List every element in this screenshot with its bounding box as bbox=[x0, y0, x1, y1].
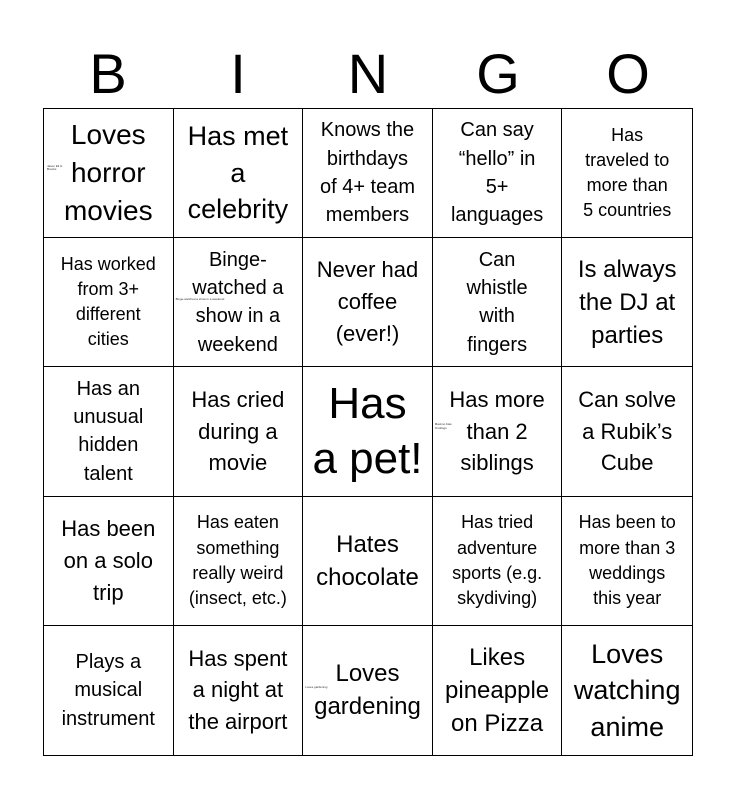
cell-text: Loves horror movies bbox=[63, 119, 153, 226]
free-space-text: Has a pet! bbox=[312, 379, 423, 484]
bingo-cell[interactable] bbox=[174, 238, 304, 367]
header-letter-g: G bbox=[476, 42, 520, 105]
header-letter-o: O bbox=[606, 42, 650, 105]
bingo-cell[interactable] bbox=[433, 626, 563, 755]
cell-text: Has been to more than 3 weddings this year bbox=[578, 512, 676, 608]
bingo-cell[interactable] bbox=[562, 109, 692, 238]
cell-note: Binge-watched a show in a weekend bbox=[175, 297, 225, 302]
cell-text: Has cried during a movie bbox=[191, 386, 285, 476]
bingo-cell[interactable] bbox=[44, 109, 174, 238]
cell-text: Has worked from 3+ different cities bbox=[60, 253, 156, 350]
cell-text: Never had coffee (ever!) bbox=[316, 257, 419, 347]
bingo-cell[interactable] bbox=[174, 626, 304, 755]
cell-text: Has more than 2 siblings bbox=[449, 386, 545, 476]
bingo-cell[interactable] bbox=[433, 109, 563, 238]
cell-text: Can say “hello” in 5+ languages bbox=[450, 119, 544, 227]
bingo-cell[interactable] bbox=[174, 109, 304, 238]
cell-text: Plays a musical instrument bbox=[61, 650, 155, 730]
bingo-cell[interactable] bbox=[562, 367, 692, 496]
cell-text: Loves watching anime bbox=[573, 638, 681, 742]
bingo-cell[interactable] bbox=[433, 238, 563, 367]
bingo-cell[interactable] bbox=[174, 367, 304, 496]
bingo-header bbox=[43, 40, 693, 108]
cell-text: Has eaten something really weird (insect, etc.) bbox=[188, 512, 287, 608]
cell-text: Can solve a Rubik’s Cube bbox=[578, 386, 677, 476]
cell-text: Binge- watched a show in a weekend bbox=[192, 248, 284, 356]
bingo-cell[interactable] bbox=[303, 109, 433, 238]
cell-note: Maximo bias Onollogo bbox=[434, 422, 452, 430]
cell-text: Has met a celebrity bbox=[187, 121, 289, 225]
cell-text: Likes pineapple on Pizza bbox=[445, 643, 550, 737]
free-space-cell[interactable] bbox=[303, 367, 433, 496]
cell-text: Has an unusual hidden talent bbox=[73, 377, 144, 485]
bingo-cell[interactable] bbox=[433, 497, 563, 626]
bingo-cell[interactable] bbox=[44, 497, 174, 626]
bingo-cell[interactable] bbox=[433, 367, 563, 496]
bingo-cell[interactable] bbox=[44, 238, 174, 367]
cell-text: Has tried adventure sports (e.g. skydiving) bbox=[452, 512, 543, 608]
cell-text: Has been on a solo trip bbox=[61, 515, 156, 605]
bingo-cell[interactable] bbox=[44, 367, 174, 496]
cell-text: Has spent a night at the airport bbox=[188, 645, 288, 735]
bingo-cell[interactable] bbox=[562, 238, 692, 367]
cell-text: Loves gardening bbox=[314, 660, 421, 721]
cell-text: Hates chocolate bbox=[316, 530, 419, 591]
bingo-cell[interactable] bbox=[174, 497, 304, 626]
cell-text: Knows the birthdays of 4+ team members bbox=[319, 119, 416, 227]
cell-text: Has traveled to more than 5 countries bbox=[583, 124, 672, 221]
cell-text: Is always the DJ at parties bbox=[577, 255, 677, 349]
bingo-card bbox=[43, 108, 693, 756]
cell-note: Jason Eli G Brooks bbox=[47, 164, 63, 172]
cell-text: Can whistle with fingers bbox=[466, 248, 528, 356]
cell-note: Loves gardening bbox=[305, 684, 328, 689]
bingo-cell[interactable] bbox=[44, 626, 174, 755]
header-letter-i: I bbox=[230, 42, 246, 105]
header-letter-n: N bbox=[347, 42, 389, 105]
bingo-cell[interactable] bbox=[303, 238, 433, 367]
bingo-cell[interactable] bbox=[562, 497, 692, 626]
bingo-cell[interactable] bbox=[303, 626, 433, 755]
header-letter-b: B bbox=[89, 42, 127, 105]
bingo-cell[interactable] bbox=[303, 497, 433, 626]
bingo-cell[interactable] bbox=[562, 626, 692, 755]
